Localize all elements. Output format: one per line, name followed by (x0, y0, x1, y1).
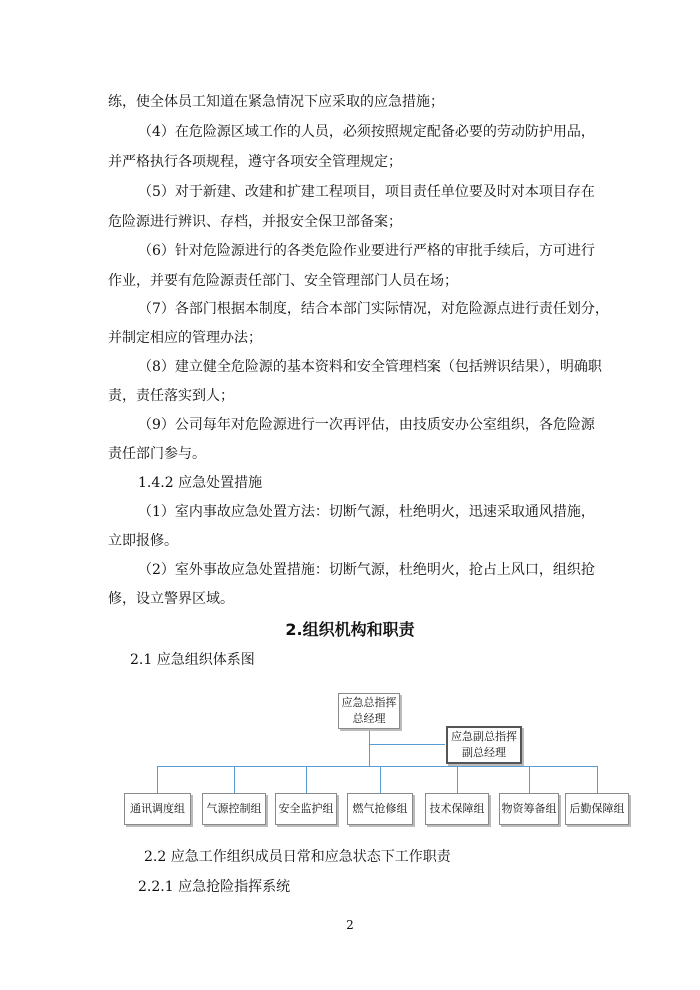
connector-line (157, 766, 598, 767)
section-title: 2.组织机构和职责 (285, 620, 415, 639)
org-group-label: 气源控制组 (206, 802, 262, 815)
org-node-role: 总经理 (352, 712, 386, 725)
org-group-label: 技术保障组 (429, 802, 485, 815)
paragraph-line: （1）室内事故应急处置方法：切断气源，杜绝明火，迅速采取通风措施， (138, 504, 595, 520)
subheading-1-4-2: 1.4.2 应急处置措施 (138, 475, 263, 491)
paragraph-line: （7）各部门根据本制度，结合本部门实际情况，对危险源点进行责任划分， (138, 301, 609, 317)
paragraph-line: （4）在危险源区域工作的人员，必须按照规定配备必要的劳动防护用品， (138, 124, 595, 140)
paragraph-line: 并严格执行各项规程，遵守各项安全管理规定； (108, 154, 402, 170)
connector-line (234, 766, 235, 794)
org-group-box (202, 793, 266, 825)
paragraph-line: 责任部门参与。 (108, 446, 206, 462)
org-node-title: 应急总指挥 (341, 696, 397, 709)
org-node-title: 应急副总指挥 (451, 730, 517, 743)
org-group-label: 安全监护组 (278, 802, 334, 815)
paragraph-line: 作业，并要有危险源责任部门、安全管理部门人员在场； (108, 273, 458, 289)
org-group-box (565, 793, 629, 825)
paragraph-line: （8）建立健全危险源的基本资料和安全管理档案（包括辨识结果），明确职 (138, 359, 602, 375)
connector-line (380, 766, 381, 794)
org-group-label: 通讯调度组 (130, 802, 185, 815)
paragraph-line: （2）室外事故应急处置措施：切断气源，杜绝明火，抢占上风口，组织抢 (138, 562, 595, 578)
page-number: 2 (346, 918, 354, 932)
subheading-2-2: 2.2 应急工作组织成员日常和应急状态下工作职责 (144, 849, 451, 865)
org-group-label: 后勤保障组 (569, 802, 625, 815)
org-node-role: 副总经理 (462, 746, 506, 759)
org-node-deputy (446, 726, 522, 764)
connector-line (369, 744, 445, 745)
org-group-box (425, 793, 489, 825)
connector-line (369, 728, 370, 766)
subheading-2-2-1: 2.2.1 应急抢险指挥系统 (138, 879, 291, 895)
paragraph-line: 立即报修。 (108, 533, 178, 549)
org-group-box (347, 793, 413, 825)
paragraph-line: 并制定相应的管理办法； (108, 330, 262, 346)
paragraph-line: 危险源进行辨识、存档，并报安全保卫部备案； (108, 214, 402, 230)
connector-line (529, 766, 530, 794)
connector-line (157, 766, 158, 794)
connector-line (597, 766, 598, 794)
paragraph-line: 练，使全体员工知道在紧急情况下应采取的应急措施； (108, 94, 444, 110)
org-group-box (499, 793, 559, 825)
connector-line (457, 766, 458, 794)
paragraph-line: （5）对于新建、改建和扩建工程项目，项目责任单位要及时对本项目存在 (138, 184, 595, 200)
connector-line (306, 766, 307, 794)
paragraph-line: （9）公司每年对危险源进行一次再评估，由技质安办公室组织，各危险源 (138, 417, 595, 433)
org-group-label: 物资筹备组 (501, 802, 557, 815)
paragraph-line: （6）针对危险源进行的各类危险作业要进行严格的审批手续后，方可进行 (138, 243, 595, 259)
org-node-commander (338, 693, 400, 729)
paragraph-line: 责，责任落实到人； (108, 388, 234, 404)
subheading-2-1: 2.1 应急组织体系图 (130, 652, 255, 668)
org-group-box (275, 793, 337, 825)
paragraph-line: 修，设立警界区域。 (108, 591, 234, 607)
org-group-box (124, 793, 191, 825)
org-group-label: 燃气抢修组 (352, 802, 408, 815)
